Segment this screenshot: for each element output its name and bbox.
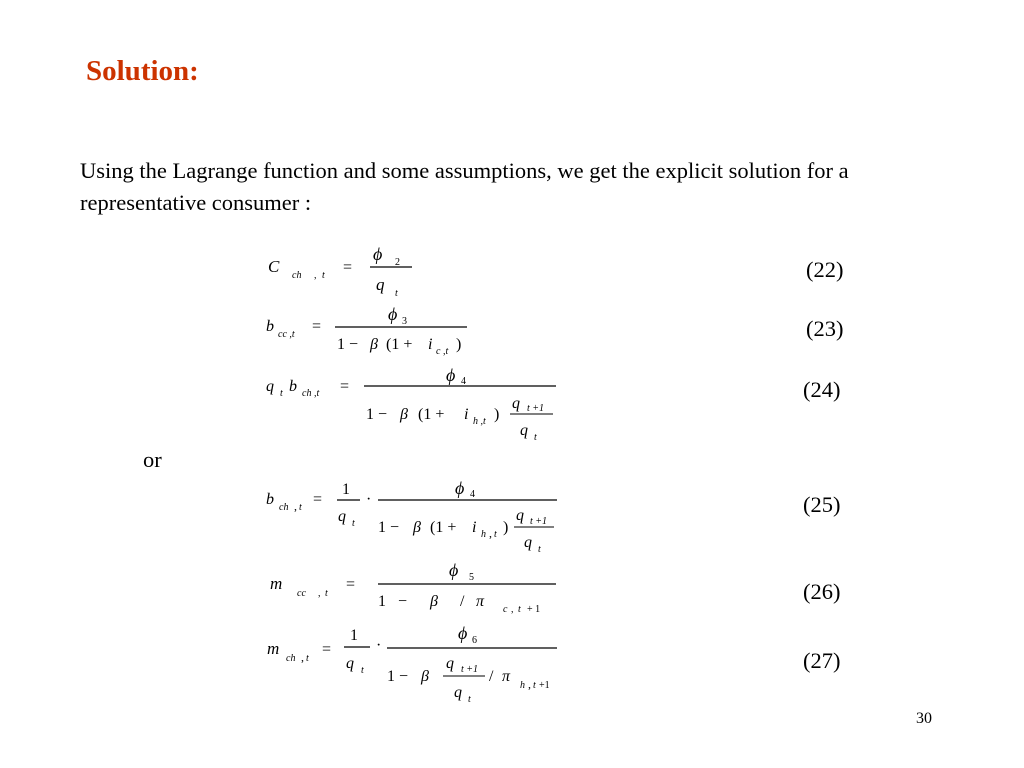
svg-text:,: , bbox=[318, 588, 321, 599]
svg-text:4: 4 bbox=[470, 489, 475, 500]
svg-text:h ,t: h ,t bbox=[473, 416, 486, 427]
svg-text:q: q bbox=[376, 275, 385, 294]
svg-text:t: t bbox=[352, 518, 355, 529]
svg-text:ϕ: ϕ bbox=[455, 478, 465, 498]
svg-text:C: C bbox=[268, 257, 280, 276]
svg-text:,: , bbox=[314, 270, 317, 281]
equation-number-24: (24) bbox=[803, 377, 841, 402]
svg-text:t +1: t +1 bbox=[461, 664, 479, 675]
svg-text:t +1: t +1 bbox=[527, 403, 545, 414]
svg-text:b: b bbox=[266, 318, 274, 335]
svg-text:·: · bbox=[366, 491, 372, 508]
svg-text:β: β bbox=[413, 519, 421, 536]
svg-text:q: q bbox=[454, 684, 462, 701]
svg-text:i: i bbox=[464, 406, 469, 423]
equation-22 bbox=[268, 244, 412, 299]
svg-text:β: β bbox=[400, 406, 408, 423]
svg-text:5: 5 bbox=[469, 572, 474, 583]
equation-number-27: (27) bbox=[803, 648, 841, 673]
equation-27 bbox=[267, 623, 557, 705]
svg-text:ϕ: ϕ bbox=[449, 560, 459, 580]
svg-text:q: q bbox=[524, 534, 532, 551]
page-number: 30 bbox=[916, 710, 932, 727]
svg-text:1: 1 bbox=[350, 627, 358, 644]
svg-text:): ) bbox=[494, 406, 500, 423]
svg-text:ch ,t: ch ,t bbox=[302, 388, 320, 399]
svg-text:ch: ch bbox=[279, 502, 289, 513]
equation-25 bbox=[266, 478, 557, 555]
svg-text:1: 1 bbox=[342, 481, 350, 498]
svg-text:=: = bbox=[313, 491, 323, 508]
svg-text:t: t bbox=[538, 544, 541, 555]
svg-text:ch: ch bbox=[292, 270, 302, 281]
svg-text:t: t bbox=[280, 388, 283, 399]
svg-text:b: b bbox=[266, 491, 274, 508]
svg-text:m: m bbox=[267, 639, 280, 658]
equation-26 bbox=[270, 560, 556, 615]
svg-text:−: − bbox=[398, 593, 408, 610]
svg-text:t +1: t +1 bbox=[530, 516, 548, 527]
svg-text:q: q bbox=[346, 655, 354, 672]
svg-text:=: = bbox=[340, 378, 350, 395]
svg-text:q: q bbox=[512, 395, 520, 412]
svg-text:ϕ: ϕ bbox=[446, 365, 456, 385]
svg-text:β: β bbox=[430, 593, 438, 610]
svg-text:,: , bbox=[294, 499, 297, 513]
svg-text:t: t bbox=[518, 604, 521, 615]
svg-text:h: h bbox=[520, 680, 525, 691]
svg-text:t: t bbox=[299, 502, 302, 513]
svg-text:t: t bbox=[325, 588, 328, 599]
svg-text:6: 6 bbox=[472, 635, 477, 646]
svg-text:ch: ch bbox=[286, 653, 296, 664]
svg-text:1 −: 1 − bbox=[378, 519, 400, 536]
svg-text:i: i bbox=[472, 519, 477, 536]
svg-text:4: 4 bbox=[461, 376, 466, 387]
svg-text:/: / bbox=[489, 668, 494, 685]
svg-text:ϕ: ϕ bbox=[458, 623, 468, 643]
equation-23 bbox=[266, 304, 467, 357]
svg-text:q: q bbox=[446, 655, 454, 672]
svg-text:β: β bbox=[421, 668, 429, 685]
svg-text:q: q bbox=[338, 508, 346, 525]
intro-paragraph: Using the Lagrange function and some assumptions, we get the explicit solution for a representative consumer : bbox=[80, 158, 849, 215]
svg-text:(1 +: (1 + bbox=[386, 336, 413, 353]
svg-text:ϕ: ϕ bbox=[373, 244, 383, 264]
svg-text:ϕ: ϕ bbox=[388, 304, 398, 324]
svg-text:1 −: 1 − bbox=[337, 336, 359, 353]
svg-text:1: 1 bbox=[378, 593, 386, 610]
svg-text:q: q bbox=[516, 507, 524, 524]
svg-text:π: π bbox=[476, 593, 485, 610]
svg-text:t: t bbox=[534, 432, 537, 443]
svg-text:t: t bbox=[468, 694, 471, 705]
svg-text:q: q bbox=[520, 422, 528, 439]
svg-text:1 −: 1 − bbox=[366, 406, 388, 423]
svg-text:i: i bbox=[428, 336, 433, 353]
svg-text:,: , bbox=[489, 526, 492, 540]
svg-text:=: = bbox=[322, 641, 332, 658]
svg-text:,: , bbox=[528, 677, 531, 691]
svg-text:=: = bbox=[312, 318, 322, 335]
svg-text:t: t bbox=[322, 270, 325, 281]
svg-text:,: , bbox=[301, 650, 304, 664]
svg-text:h: h bbox=[481, 529, 486, 540]
svg-text:t: t bbox=[306, 653, 309, 664]
svg-text:1 −: 1 − bbox=[387, 668, 409, 685]
equation-number-25: (25) bbox=[803, 492, 841, 517]
svg-text:t: t bbox=[361, 665, 364, 676]
svg-text:+1: +1 bbox=[539, 680, 550, 691]
svg-text:β: β bbox=[370, 336, 378, 353]
svg-text:cc ,t: cc ,t bbox=[278, 329, 295, 340]
svg-text:+ 1: + 1 bbox=[527, 604, 541, 615]
slide-title: Solution: bbox=[86, 55, 199, 87]
svg-text:2: 2 bbox=[395, 257, 400, 268]
svg-text:m: m bbox=[270, 574, 283, 593]
svg-text:q: q bbox=[266, 378, 274, 395]
svg-text:): ) bbox=[456, 336, 462, 353]
svg-text:c: c bbox=[503, 604, 508, 615]
equation-number-26: (26) bbox=[803, 579, 841, 604]
svg-text:(1 +: (1 + bbox=[430, 519, 457, 536]
svg-text:): ) bbox=[503, 519, 509, 536]
svg-text:(1 +: (1 + bbox=[418, 406, 445, 423]
svg-text:=: = bbox=[346, 576, 356, 593]
or-connector: or bbox=[143, 447, 162, 472]
svg-text:t: t bbox=[395, 288, 398, 299]
svg-text:cc: cc bbox=[297, 588, 306, 599]
svg-text:,: , bbox=[511, 604, 514, 615]
svg-text:/: / bbox=[460, 593, 465, 610]
equation-number-22: (22) bbox=[806, 257, 844, 282]
svg-text:c ,t: c ,t bbox=[436, 346, 449, 357]
svg-text:π: π bbox=[502, 668, 511, 685]
svg-text:·: · bbox=[376, 637, 382, 654]
svg-text:3: 3 bbox=[402, 316, 407, 327]
equation-number-23: (23) bbox=[806, 316, 844, 341]
svg-text:b: b bbox=[289, 378, 297, 395]
svg-text:t: t bbox=[533, 680, 536, 691]
svg-text:=: = bbox=[343, 259, 353, 276]
svg-text:t: t bbox=[494, 529, 497, 540]
equation-24 bbox=[266, 365, 556, 443]
